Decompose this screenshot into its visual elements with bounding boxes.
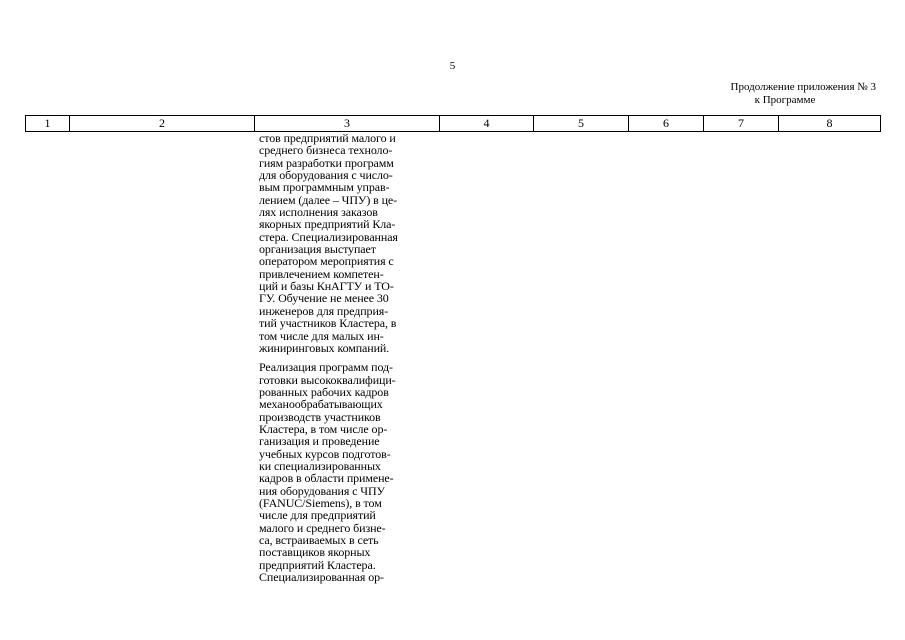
text-line: лях исполнения заказов <box>259 205 378 220</box>
text-line: Специализированная ор- <box>259 570 384 585</box>
column-number-1: 1 <box>26 116 70 132</box>
text-line: стов предприятий малого и <box>259 131 396 145</box>
column-number-8: 8 <box>779 116 881 132</box>
text-line: организация выступает <box>259 242 376 257</box>
continuation-note-line1: Продолжение приложения № 3 <box>730 81 876 93</box>
continuation-note <box>690 81 880 107</box>
text-line: Реализация программ под- <box>259 360 393 375</box>
column-3-paragraph-2 <box>259 361 439 583</box>
text-line: инженеров для предприя- <box>259 303 389 318</box>
text-line: рованных рабочих кадров <box>259 384 389 399</box>
continuation-note-line2: к Программе <box>754 94 816 106</box>
text-line: среднего бизнеса техноло- <box>259 143 393 158</box>
text-line: кадров в области примене- <box>259 471 394 486</box>
text-line: жиниринговых компаний. <box>259 340 390 355</box>
column-number-4: 4 <box>440 116 534 132</box>
column-number-row <box>26 116 881 132</box>
text-line: числе для предприятий <box>259 508 376 523</box>
column-number-3: 3 <box>255 116 440 132</box>
text-line: гиям разработки программ <box>259 155 394 170</box>
text-line: том числе для малых ин- <box>259 328 384 343</box>
text-line: ки специализированных <box>259 458 381 473</box>
column-3-text <box>259 132 439 583</box>
text-line: (FANUC/Siemens), в том <box>259 495 382 510</box>
text-line: оператором мероприятия с <box>259 254 394 269</box>
column-number-5: 5 <box>534 116 629 132</box>
text-line: поставщиков якорных <box>259 545 371 560</box>
text-line: предприятий Кластера. <box>259 557 376 572</box>
column-number-header-table <box>25 115 881 132</box>
text-line: тий участников Кластера, в <box>259 316 397 331</box>
column-number-2: 2 <box>70 116 255 132</box>
text-line: привлечением компетен- <box>259 266 384 281</box>
text-line: ния оборудования с ЧПУ <box>259 483 385 498</box>
column-number-7: 7 <box>704 116 779 132</box>
text-line: механообрабатывающих <box>259 397 383 412</box>
text-line: Кластера, в том числе ор- <box>259 421 388 436</box>
text-line: вым программным управ- <box>259 180 390 195</box>
text-line: производств участников <box>259 409 381 424</box>
text-line: стера. Специализированная <box>259 229 398 244</box>
text-line: ГУ. Обучение не менее 30 <box>259 291 389 306</box>
text-line: якорных предприятий Кла- <box>259 217 396 232</box>
page-number: 5 <box>449 60 456 72</box>
text-line: малого и среднего бизне- <box>259 520 386 535</box>
text-line: учебных курсов подготов- <box>259 446 391 461</box>
text-line: са, встраиваемых в сеть <box>259 533 379 547</box>
text-line: готовки высококвалифици- <box>259 372 396 387</box>
column-3-paragraph-1 <box>259 132 439 354</box>
text-line: ганизация и проведение <box>259 434 380 449</box>
text-line: ций и базы КнАГТУ и ТО- <box>259 279 394 294</box>
column-number-6: 6 <box>629 116 704 132</box>
text-line: лением (далее – ЧПУ) в це- <box>259 192 398 207</box>
text-line: для оборудования с число- <box>259 168 393 183</box>
